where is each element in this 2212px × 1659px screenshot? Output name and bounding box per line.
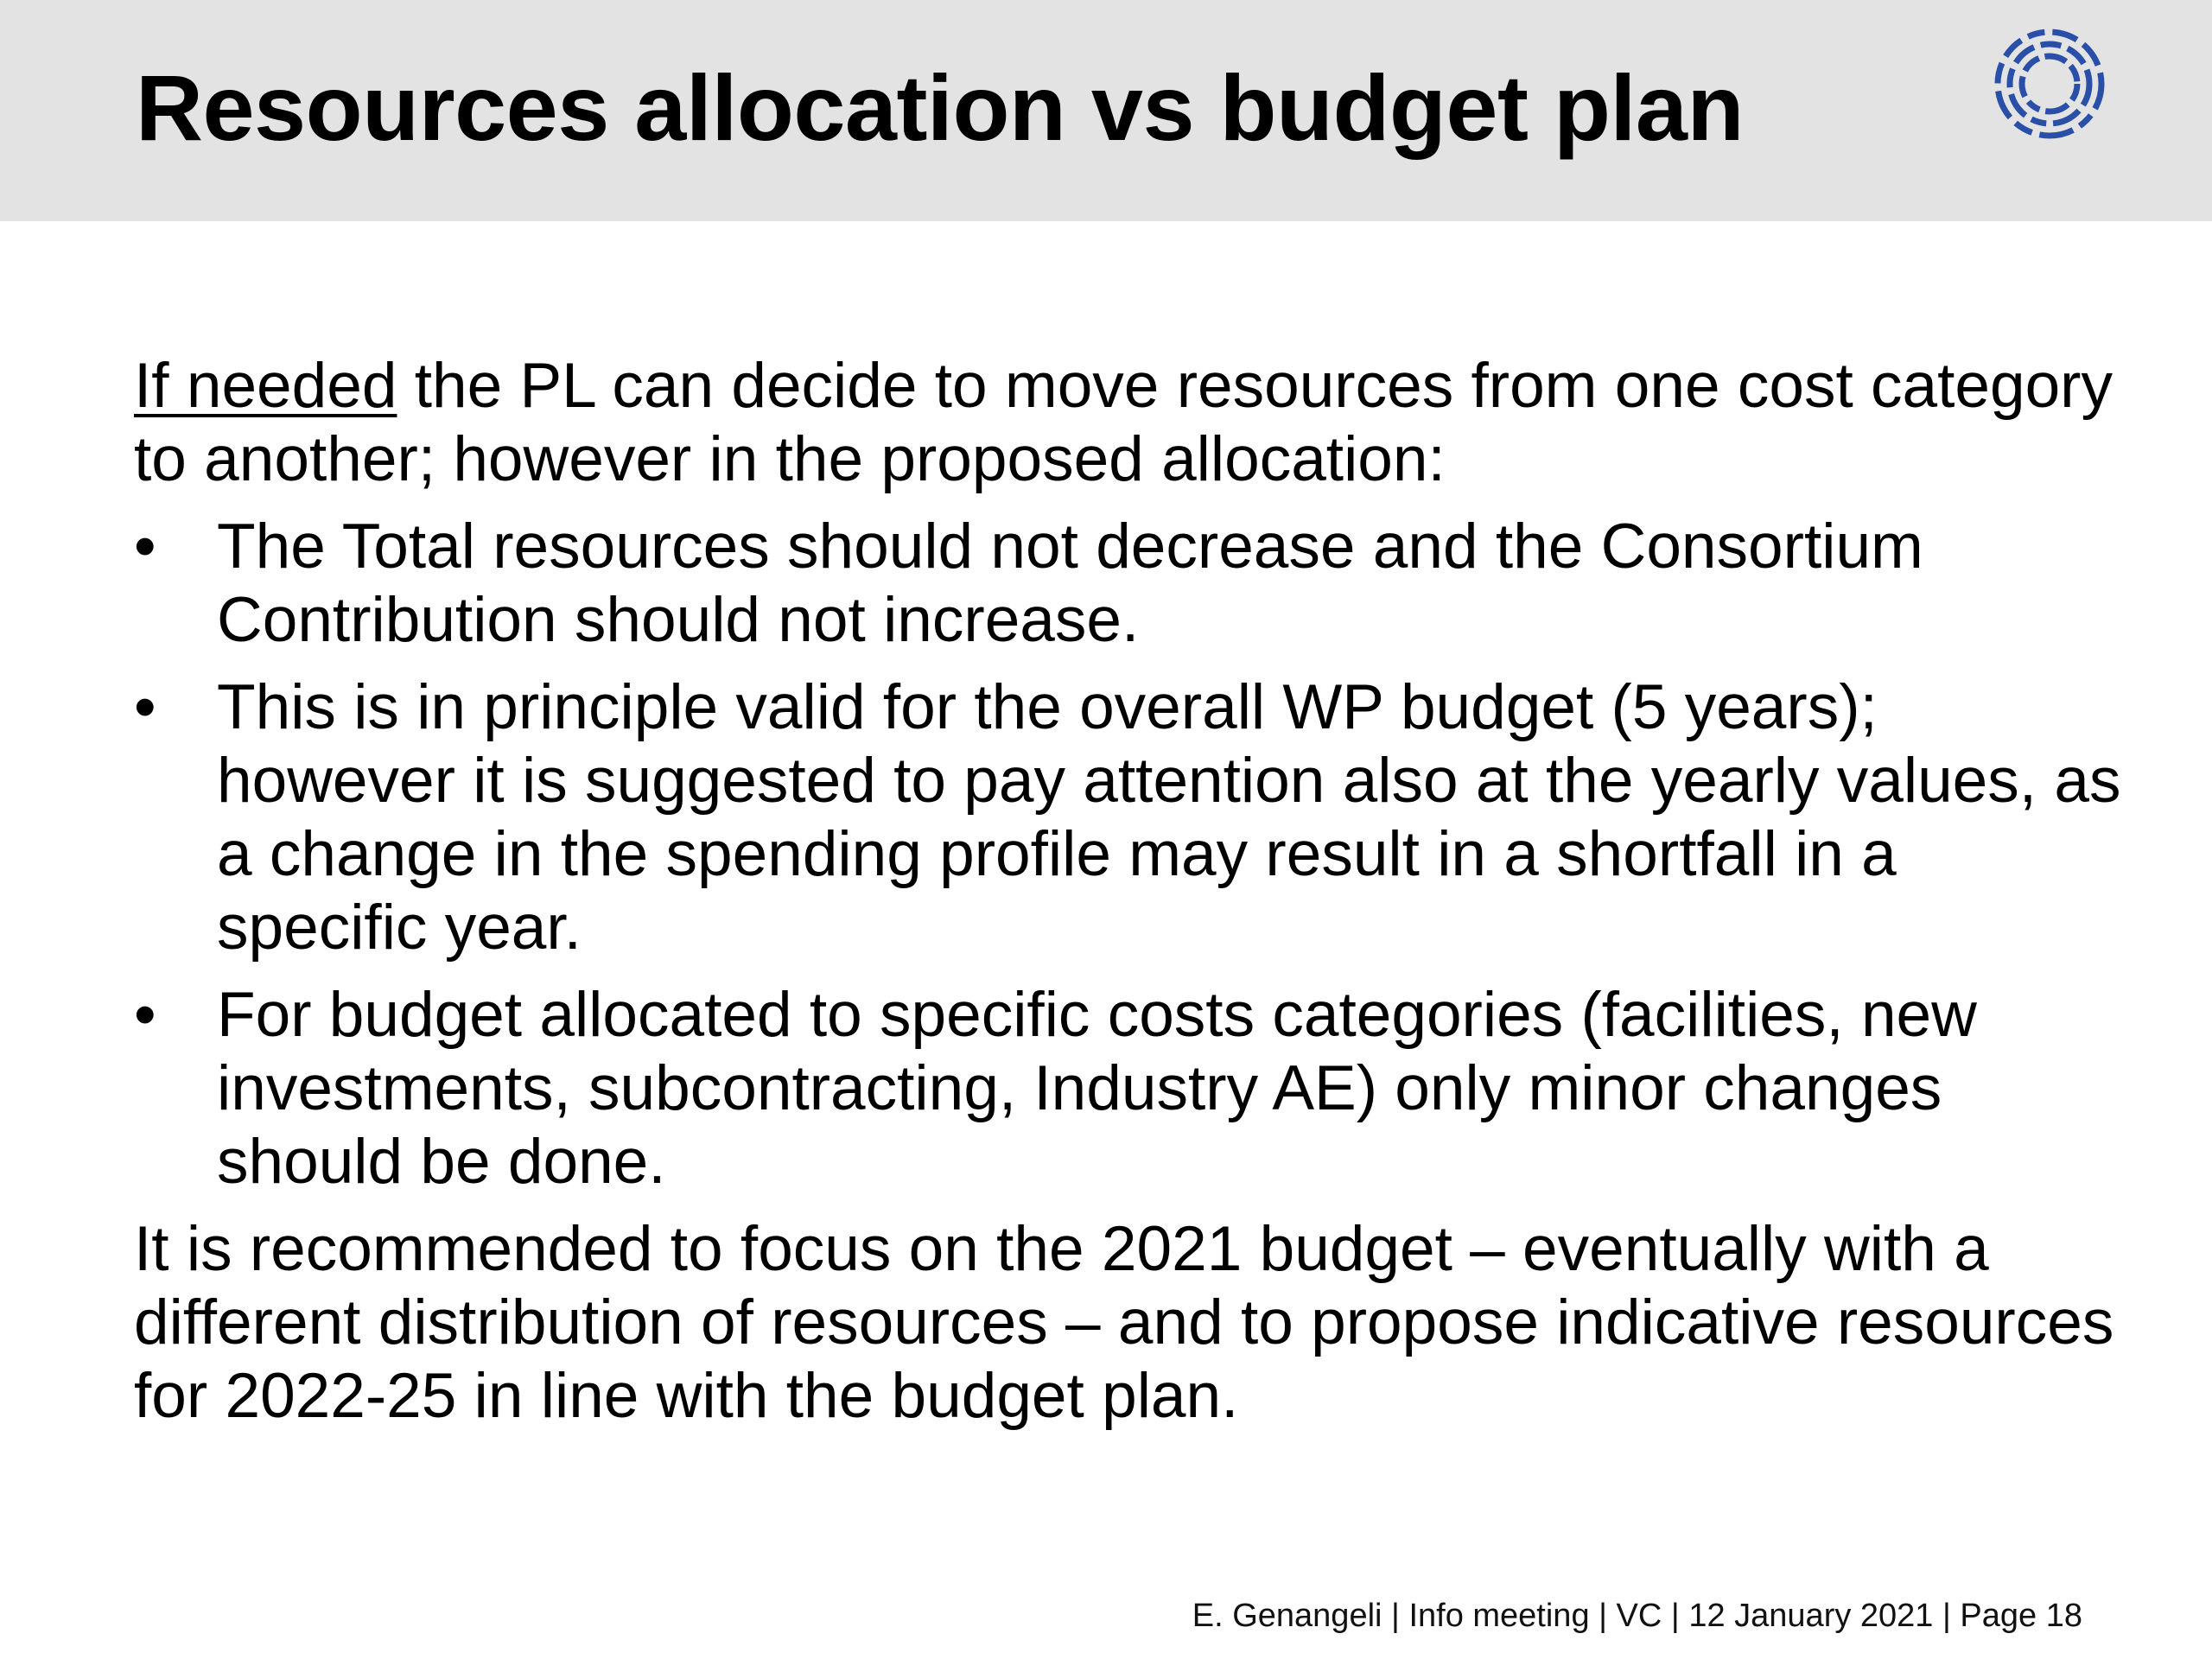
bullet-marker: • <box>134 980 156 1050</box>
intro-emphasis: If needed <box>134 351 397 421</box>
circular-ring-logo-icon <box>1992 26 2108 143</box>
logo-graphic <box>1992 26 2108 143</box>
slide-body <box>134 349 2121 1433</box>
bullet-text: This is in principle valid for the overall WP budget (5 years); however it is suggested to pay attention also at the yearly values, as a change in the spending profile may result in a shortfall in a specific year. <box>217 672 2121 963</box>
bullet-item <box>134 671 2121 964</box>
bullet-item <box>134 510 2121 657</box>
bullet-marker: • <box>134 672 156 742</box>
bullet-text: For budget allocated to specific costs categories (facilities, new investments, subcontracting, Industry AE) only minor changes should be done. <box>217 980 1977 1197</box>
slide-footer: E. Genangeli | Info meeting | VC | 12 January 2021 | Page 18 <box>1192 1598 2082 1634</box>
bullet-list <box>134 510 2121 1198</box>
bullet-item <box>134 978 2121 1198</box>
slide-title: Resources allocation vs budget plan <box>136 55 1744 160</box>
title-bar <box>0 0 2212 221</box>
intro-text: the PL can decide to move resources from one cost category to another; however in the proposed allocation: <box>134 351 2113 494</box>
intro-paragraph <box>134 349 2121 496</box>
bullet-text: The Total resources should not decrease and the Consortium Contribution should not increase. <box>217 512 1923 655</box>
bullet-marker: • <box>134 512 156 582</box>
closing-paragraph: It is recommended to focus on the 2021 budget – eventually with a different distribution of resources – and to propose indicative resources for 2022-25 in line with the budget plan. <box>134 1214 2114 1431</box>
